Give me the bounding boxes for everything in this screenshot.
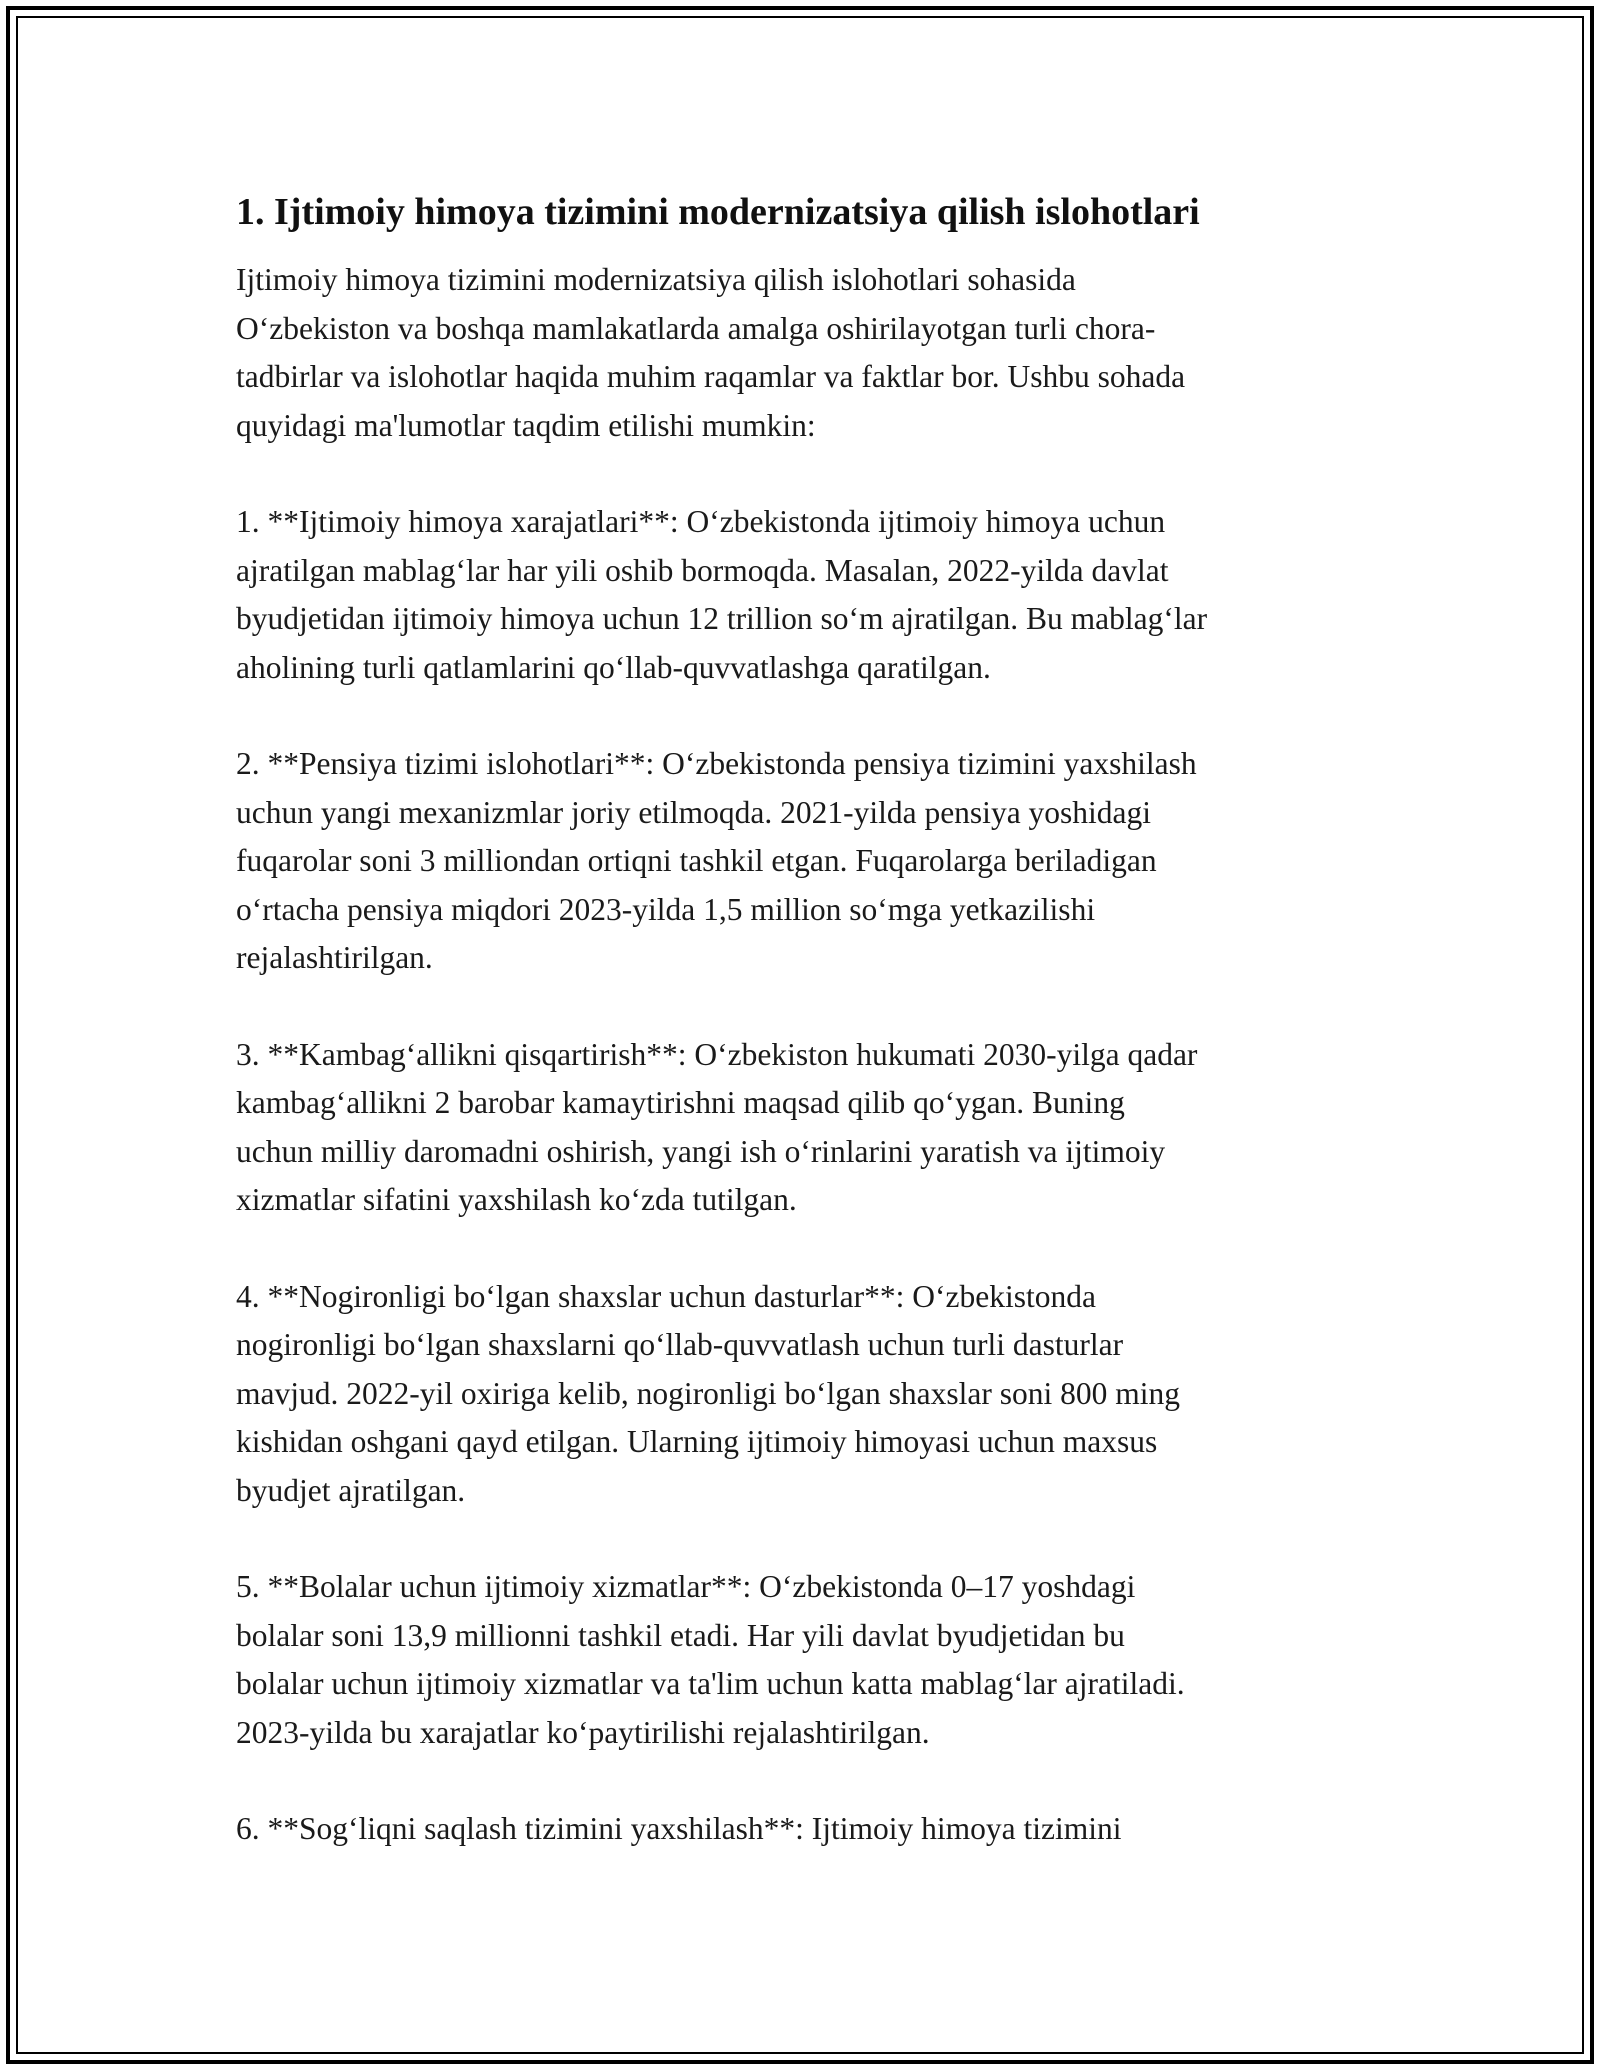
list-item-disability-programs: 4. **Nogironligi bo‘lgan shaxslar uchun dasturlar**: O‘zbekistonda nogironligi bo‘lgan shaxslarni qo‘llab-quvvatlash uchun turli dasturlar mavjud. 2022-yil oxiriga kelib, nogironligi bo‘lgan shaxslar soni 800 ming kishidan oshgani qayd etilgan. Ularning ijtimoiy himoyasi uchun maxsus byudjet ajratilgan. <box>236 1278 1181 1508</box>
document-body <box>236 188 1396 1902</box>
list-item-poverty-reduction: 3. **Kambag‘allikni qisqartirish**: O‘zbekiston hukumati 2030-yilga qadar kambag‘allikni 2 barobar kamaytirishni maqsad qilib qo‘ygan. Buning uchun milliy daromadni oshirish, yangi ish o‘rinlarini yaratish va ijtimoiy xizmatlar sifatini yaxshilash ko‘zda tutilgan. <box>236 1036 1198 1217</box>
list-item-social-protection-expenses: 1. **Ijtimoiy himoya xarajatlari**: O‘zbekistonda ijtimoiy himoya uchun ajratilgan mablag‘lar har yili oshib bormoqda. Masalan, 2022-yilda davlat byudjetidan ijtimoiy himoya uchun 12 trillion so‘m ajratilgan. Bu mablag‘lar aholining turli qatlamlarini qo‘llab-quvvatlashga qaratilgan. <box>236 504 1208 685</box>
list-item-pension-reforms: 2. **Pensiya tizimi islohotlari**: O‘zbekistonda pensiya tizimini yaxshilash uchun yangi mexanizmlar joriy etilmoqda. 2021-yilda pensiya yoshidagi fuqarolar soni 3 milliondan ortiqni tashkil etgan. Fuqarolarga beriladigan o‘rtacha pensiya miqdori 2023-yilda 1,5 million so‘mga yetkazilishi rejalashtirilgan. <box>236 746 1197 975</box>
list-item-healthcare: 6. **Sog‘liqni saqlash tizimini yaxshilash**: Ijtimoiy himoya tizimini <box>236 1811 1122 1846</box>
list-item-child-services: 5. **Bolalar uchun ijtimoiy xizmatlar**: O‘zbekistonda 0–17 yoshdagi bolalar soni 13,9 millionni tashkil etadi. Har yili davlat byudjetidan bu bolalar uchun ijtimoiy xizmatlar va ta'lim uchun katta mablag‘lar ajratiladi. 2023-yilda bu xarajatlar ko‘paytirilishi rejalashtirilgan. <box>236 1569 1185 1750</box>
intro-paragraph: Ijtimoiy himoya tizimini modernizatsiya qilish islohotlari sohasida O‘zbekiston va boshqa mamlakatlarda amalga oshirilayotgan turli chora- tadbirlar va islohotlar haqida muhim raqamlar va faktlar bor. Ushbu sohada quyidagi ma'lumotlar taqdim etilishi mumkin: <box>236 262 1186 443</box>
section-heading: 1. Ijtimoiy himoya tizimini modernizatsiya qilish islohotlari <box>236 191 1200 233</box>
